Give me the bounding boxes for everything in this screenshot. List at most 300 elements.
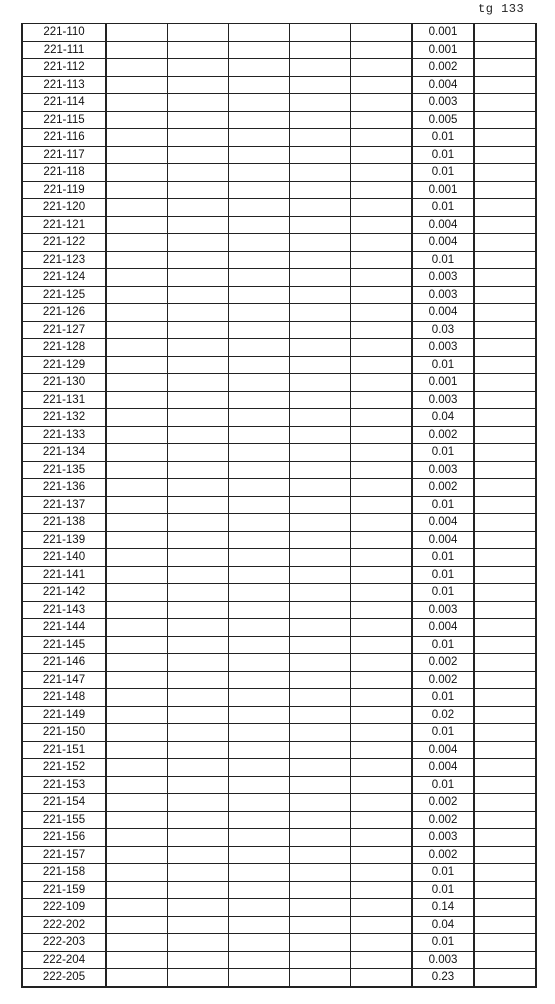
table-row <box>22 24 536 42</box>
empty-cell <box>106 496 168 514</box>
empty-cell <box>106 374 168 392</box>
table-row <box>22 41 536 59</box>
sample-id-cell: 221-158 <box>22 864 106 882</box>
empty-cell <box>290 969 351 987</box>
empty-cell <box>106 339 168 357</box>
empty-cell <box>474 76 536 94</box>
empty-cell <box>290 601 351 619</box>
empty-cell <box>168 356 229 374</box>
sample-id-cell: 221-137 <box>22 496 106 514</box>
table-row <box>22 146 536 164</box>
sample-id-cell: 221-118 <box>22 164 106 182</box>
empty-cell <box>168 129 229 147</box>
sample-id-cell: 221-144 <box>22 619 106 637</box>
sample-id-cell: 221-119 <box>22 181 106 199</box>
empty-cell <box>229 374 290 392</box>
value-cell: 0.004 <box>412 514 474 532</box>
empty-cell <box>351 881 413 899</box>
empty-cell <box>229 321 290 339</box>
sample-id-cell: 222-203 <box>22 934 106 952</box>
value-cell: 0.01 <box>412 129 474 147</box>
table-row <box>22 199 536 217</box>
empty-cell <box>168 461 229 479</box>
empty-cell <box>351 741 413 759</box>
sample-id-cell: 221-122 <box>22 234 106 252</box>
empty-cell <box>351 216 413 234</box>
value-cell: 0.002 <box>412 671 474 689</box>
empty-cell <box>474 374 536 392</box>
empty-cell <box>106 129 168 147</box>
empty-cell <box>474 636 536 654</box>
empty-cell <box>474 304 536 322</box>
empty-cell <box>229 164 290 182</box>
empty-cell <box>474 724 536 742</box>
empty-cell <box>351 444 413 462</box>
empty-cell <box>351 724 413 742</box>
empty-cell <box>229 24 290 42</box>
value-cell: 0.01 <box>412 566 474 584</box>
empty-cell <box>474 409 536 427</box>
empty-cell <box>474 94 536 112</box>
empty-cell <box>229 881 290 899</box>
table-row <box>22 969 536 987</box>
empty-cell <box>229 636 290 654</box>
empty-cell <box>168 916 229 934</box>
empty-cell <box>168 181 229 199</box>
empty-cell <box>290 531 351 549</box>
empty-cell <box>229 689 290 707</box>
table-row <box>22 794 536 812</box>
empty-cell <box>229 444 290 462</box>
empty-cell <box>229 59 290 77</box>
value-cell: 0.001 <box>412 24 474 42</box>
table-row <box>22 846 536 864</box>
empty-cell <box>351 934 413 952</box>
empty-cell <box>474 654 536 672</box>
empty-cell <box>106 899 168 917</box>
empty-cell <box>351 321 413 339</box>
sample-id-cell: 221-142 <box>22 584 106 602</box>
sample-id-cell: 221-156 <box>22 829 106 847</box>
empty-cell <box>351 794 413 812</box>
empty-cell <box>474 619 536 637</box>
empty-cell <box>106 164 168 182</box>
table-row <box>22 339 536 357</box>
empty-cell <box>168 794 229 812</box>
empty-cell <box>290 741 351 759</box>
empty-cell <box>106 94 168 112</box>
empty-cell <box>351 916 413 934</box>
empty-cell <box>474 934 536 952</box>
value-cell: 0.003 <box>412 339 474 357</box>
empty-cell <box>474 846 536 864</box>
empty-cell <box>351 199 413 217</box>
empty-cell <box>168 689 229 707</box>
empty-cell <box>168 24 229 42</box>
empty-cell <box>106 689 168 707</box>
value-cell: 0.003 <box>412 601 474 619</box>
table-row <box>22 776 536 794</box>
empty-cell <box>290 409 351 427</box>
sample-id-cell: 221-117 <box>22 146 106 164</box>
empty-cell <box>351 164 413 182</box>
empty-cell <box>168 584 229 602</box>
empty-cell <box>474 916 536 934</box>
empty-cell <box>168 409 229 427</box>
empty-cell <box>106 724 168 742</box>
empty-cell <box>106 741 168 759</box>
empty-cell <box>106 601 168 619</box>
empty-cell <box>106 951 168 969</box>
value-cell: 0.002 <box>412 846 474 864</box>
empty-cell <box>106 969 168 987</box>
empty-cell <box>290 461 351 479</box>
value-cell: 0.01 <box>412 496 474 514</box>
value-cell: 0.01 <box>412 776 474 794</box>
table-row <box>22 444 536 462</box>
empty-cell <box>474 286 536 304</box>
empty-cell <box>290 566 351 584</box>
empty-cell <box>290 724 351 742</box>
empty-cell <box>474 759 536 777</box>
empty-cell <box>474 829 536 847</box>
value-cell: 0.001 <box>412 181 474 199</box>
empty-cell <box>474 479 536 497</box>
empty-cell <box>351 706 413 724</box>
empty-cell <box>290 181 351 199</box>
empty-cell <box>106 846 168 864</box>
sample-id-cell: 222-109 <box>22 899 106 917</box>
empty-cell <box>474 566 536 584</box>
empty-cell <box>229 146 290 164</box>
empty-cell <box>351 409 413 427</box>
empty-cell <box>474 496 536 514</box>
empty-cell <box>106 426 168 444</box>
empty-cell <box>229 269 290 287</box>
empty-cell <box>229 794 290 812</box>
value-cell: 0.01 <box>412 864 474 882</box>
empty-cell <box>290 234 351 252</box>
empty-cell <box>290 671 351 689</box>
empty-cell <box>351 671 413 689</box>
sample-id-cell: 221-111 <box>22 41 106 59</box>
sample-id-cell: 221-150 <box>22 724 106 742</box>
value-cell: 0.23 <box>412 969 474 987</box>
table-row <box>22 951 536 969</box>
empty-cell <box>106 111 168 129</box>
table-row <box>22 304 536 322</box>
sample-id-cell: 221-132 <box>22 409 106 427</box>
value-cell: 0.02 <box>412 706 474 724</box>
empty-cell <box>168 321 229 339</box>
empty-cell <box>351 391 413 409</box>
empty-cell <box>168 531 229 549</box>
empty-cell <box>106 706 168 724</box>
empty-cell <box>351 899 413 917</box>
empty-cell <box>106 461 168 479</box>
empty-cell <box>229 671 290 689</box>
empty-cell <box>351 339 413 357</box>
empty-cell <box>106 916 168 934</box>
empty-cell <box>229 496 290 514</box>
empty-cell <box>229 969 290 987</box>
empty-cell <box>168 829 229 847</box>
empty-cell <box>106 759 168 777</box>
empty-cell <box>168 636 229 654</box>
table-row <box>22 881 536 899</box>
empty-cell <box>290 76 351 94</box>
value-cell: 0.01 <box>412 584 474 602</box>
sample-id-cell: 221-135 <box>22 461 106 479</box>
empty-cell <box>168 59 229 77</box>
empty-cell <box>474 59 536 77</box>
empty-cell <box>351 286 413 304</box>
table-row <box>22 251 536 269</box>
empty-cell <box>168 234 229 252</box>
table-row <box>22 514 536 532</box>
table-row <box>22 356 536 374</box>
sample-id-cell: 221-131 <box>22 391 106 409</box>
sample-id-cell: 221-120 <box>22 199 106 217</box>
empty-cell <box>290 706 351 724</box>
empty-cell <box>106 479 168 497</box>
empty-cell <box>106 216 168 234</box>
empty-cell <box>290 846 351 864</box>
empty-cell <box>351 59 413 77</box>
sample-id-cell: 221-148 <box>22 689 106 707</box>
empty-cell <box>229 199 290 217</box>
empty-cell <box>351 269 413 287</box>
empty-cell <box>474 811 536 829</box>
empty-cell <box>168 811 229 829</box>
empty-cell <box>351 811 413 829</box>
empty-cell <box>351 654 413 672</box>
empty-cell <box>351 304 413 322</box>
empty-cell <box>229 41 290 59</box>
value-cell: 0.03 <box>412 321 474 339</box>
table-row <box>22 269 536 287</box>
table-row <box>22 234 536 252</box>
empty-cell <box>290 496 351 514</box>
empty-cell <box>168 216 229 234</box>
value-cell: 0.003 <box>412 461 474 479</box>
table-row <box>22 724 536 742</box>
empty-cell <box>106 41 168 59</box>
empty-cell <box>290 881 351 899</box>
value-cell: 0.002 <box>412 59 474 77</box>
empty-cell <box>474 899 536 917</box>
value-cell: 0.14 <box>412 899 474 917</box>
empty-cell <box>168 164 229 182</box>
empty-cell <box>229 811 290 829</box>
empty-cell <box>168 41 229 59</box>
sample-id-cell: 221-124 <box>22 269 106 287</box>
empty-cell <box>168 339 229 357</box>
value-cell: 0.01 <box>412 251 474 269</box>
empty-cell <box>168 251 229 269</box>
empty-cell <box>474 129 536 147</box>
empty-cell <box>351 234 413 252</box>
empty-cell <box>290 374 351 392</box>
table-row <box>22 741 536 759</box>
empty-cell <box>351 111 413 129</box>
sample-id-cell: 221-129 <box>22 356 106 374</box>
empty-cell <box>351 846 413 864</box>
value-cell: 0.003 <box>412 391 474 409</box>
empty-cell <box>168 199 229 217</box>
empty-cell <box>474 146 536 164</box>
empty-cell <box>106 794 168 812</box>
table-row <box>22 619 536 637</box>
empty-cell <box>474 24 536 42</box>
empty-cell <box>229 216 290 234</box>
empty-cell <box>290 269 351 287</box>
empty-cell <box>168 706 229 724</box>
empty-cell <box>474 164 536 182</box>
empty-cell <box>351 951 413 969</box>
empty-cell <box>474 951 536 969</box>
empty-cell <box>351 496 413 514</box>
empty-cell <box>229 409 290 427</box>
empty-cell <box>290 426 351 444</box>
value-cell: 0.002 <box>412 479 474 497</box>
empty-cell <box>290 199 351 217</box>
empty-cell <box>106 234 168 252</box>
empty-cell <box>229 741 290 759</box>
table-row <box>22 636 536 654</box>
empty-cell <box>106 619 168 637</box>
empty-cell <box>229 181 290 199</box>
empty-cell <box>229 251 290 269</box>
empty-cell <box>168 111 229 129</box>
empty-cell <box>106 811 168 829</box>
empty-cell <box>474 181 536 199</box>
empty-cell <box>168 566 229 584</box>
empty-cell <box>474 514 536 532</box>
table-row <box>22 934 536 952</box>
sample-id-cell: 221-138 <box>22 514 106 532</box>
empty-cell <box>351 864 413 882</box>
empty-cell <box>229 391 290 409</box>
table-row <box>22 129 536 147</box>
empty-cell <box>351 24 413 42</box>
empty-cell <box>351 41 413 59</box>
value-cell: 0.004 <box>412 234 474 252</box>
value-cell: 0.01 <box>412 444 474 462</box>
sample-id-cell: 221-112 <box>22 59 106 77</box>
empty-cell <box>229 584 290 602</box>
table-row <box>22 286 536 304</box>
value-cell: 0.004 <box>412 304 474 322</box>
empty-cell <box>168 146 229 164</box>
table-row <box>22 601 536 619</box>
value-cell: 0.01 <box>412 549 474 567</box>
empty-cell <box>351 531 413 549</box>
empty-cell <box>474 111 536 129</box>
empty-cell <box>351 776 413 794</box>
empty-cell <box>290 776 351 794</box>
empty-cell <box>474 601 536 619</box>
empty-cell <box>290 584 351 602</box>
empty-cell <box>290 146 351 164</box>
empty-cell <box>229 234 290 252</box>
table-row <box>22 706 536 724</box>
empty-cell <box>351 461 413 479</box>
table-row <box>22 584 536 602</box>
table-row <box>22 549 536 567</box>
empty-cell <box>106 409 168 427</box>
empty-cell <box>351 374 413 392</box>
empty-cell <box>106 654 168 672</box>
empty-cell <box>106 391 168 409</box>
empty-cell <box>106 181 168 199</box>
empty-cell <box>229 829 290 847</box>
empty-cell <box>168 514 229 532</box>
empty-cell <box>474 199 536 217</box>
empty-cell <box>106 199 168 217</box>
value-cell: 0.005 <box>412 111 474 129</box>
value-cell: 0.04 <box>412 916 474 934</box>
empty-cell <box>229 951 290 969</box>
empty-cell <box>351 129 413 147</box>
empty-cell <box>229 514 290 532</box>
empty-cell <box>290 391 351 409</box>
empty-cell <box>168 549 229 567</box>
empty-cell <box>351 94 413 112</box>
empty-cell <box>290 951 351 969</box>
table-row <box>22 566 536 584</box>
empty-cell <box>290 216 351 234</box>
sample-id-cell: 221-146 <box>22 654 106 672</box>
empty-cell <box>351 76 413 94</box>
empty-cell <box>290 636 351 654</box>
table-row <box>22 426 536 444</box>
empty-cell <box>168 881 229 899</box>
table-row <box>22 181 536 199</box>
table-row <box>22 479 536 497</box>
value-cell: 0.001 <box>412 374 474 392</box>
empty-cell <box>229 111 290 129</box>
empty-cell <box>168 269 229 287</box>
empty-cell <box>290 514 351 532</box>
empty-cell <box>290 59 351 77</box>
value-cell: 0.01 <box>412 199 474 217</box>
empty-cell <box>290 654 351 672</box>
empty-cell <box>474 549 536 567</box>
value-cell: 0.04 <box>412 409 474 427</box>
empty-cell <box>229 461 290 479</box>
empty-cell <box>290 864 351 882</box>
empty-cell <box>168 899 229 917</box>
empty-cell <box>290 479 351 497</box>
empty-cell <box>351 426 413 444</box>
value-cell: 0.004 <box>412 531 474 549</box>
empty-cell <box>474 776 536 794</box>
empty-cell <box>290 829 351 847</box>
empty-cell <box>229 654 290 672</box>
sample-id-cell: 221-159 <box>22 881 106 899</box>
empty-cell <box>474 741 536 759</box>
empty-cell <box>229 776 290 794</box>
value-cell: 0.002 <box>412 654 474 672</box>
sample-id-cell: 221-155 <box>22 811 106 829</box>
table-row <box>22 409 536 427</box>
empty-cell <box>106 671 168 689</box>
table-row <box>22 111 536 129</box>
empty-cell <box>168 724 229 742</box>
empty-cell <box>168 619 229 637</box>
empty-cell <box>474 426 536 444</box>
